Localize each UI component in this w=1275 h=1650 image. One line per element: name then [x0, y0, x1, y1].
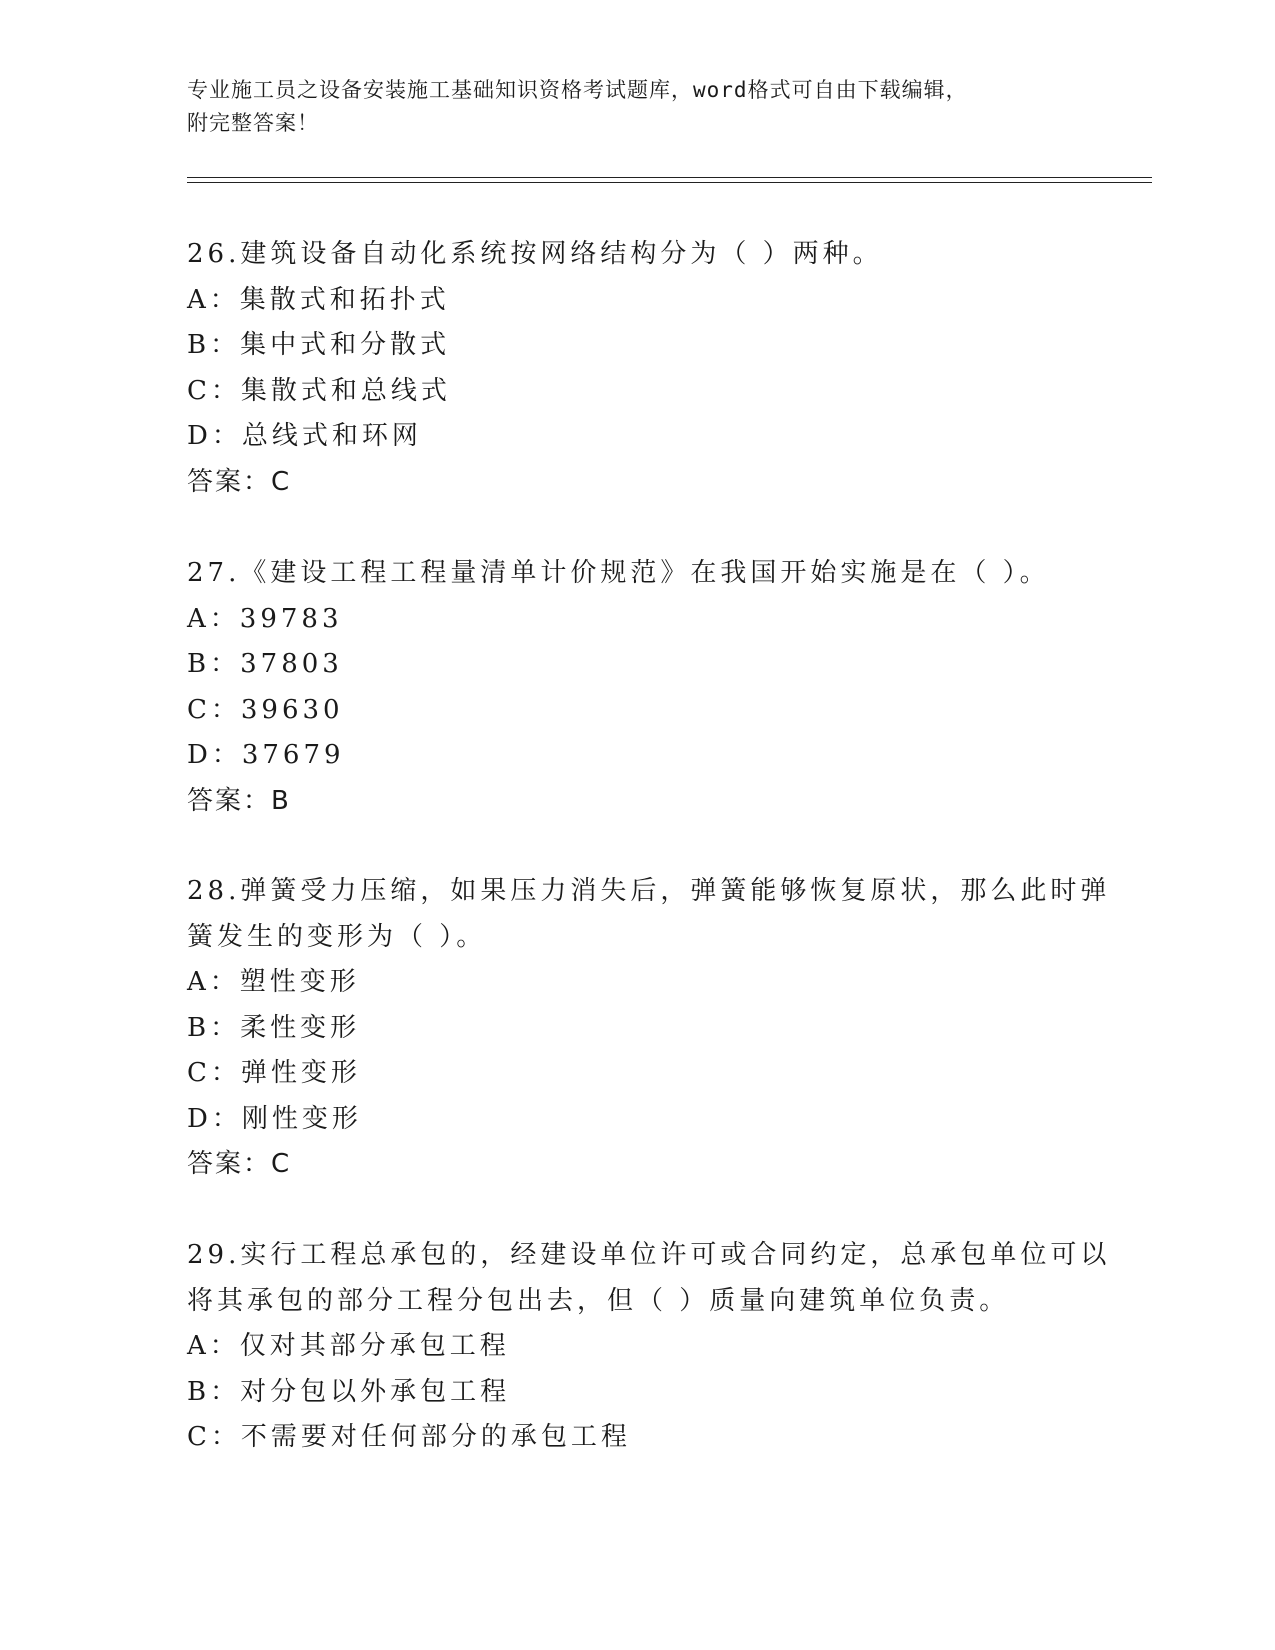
question-stem-line-1: 28.弹簧受力压缩，如果压力消失后，弹簧能够恢复原状，那么此时弹	[187, 876, 1111, 906]
answer: 答案：C	[187, 466, 292, 497]
question-27	[187, 551, 1087, 824]
option-c: C：不需要对任何部分的承包工程	[187, 1422, 631, 1452]
option-c: C：39630	[187, 694, 344, 725]
option-c: C：弹性变形	[187, 1058, 361, 1088]
option-a: A：39783	[187, 603, 343, 634]
header-line-2: 附完整答案！	[187, 111, 319, 135]
option-d: D：总线式和环网	[187, 421, 422, 451]
option-c: C：集散式和总线式	[187, 375, 451, 406]
question-28	[187, 869, 1111, 1188]
option-a: A：仅对其部分承包工程	[187, 1331, 510, 1361]
option-b: B：集中式和分散式	[187, 330, 451, 360]
question-stem: 27.《建设工程工程量清单计价规范》在我国开始实施是在（ ）。	[187, 558, 1050, 588]
option-b: B：柔性变形	[187, 1012, 361, 1043]
header-divider-top	[187, 177, 1152, 178]
option-b: B：对分包以外承包工程	[187, 1376, 511, 1407]
question-stem-line-1: 29.实行工程总承包的，经建设单位许可或合同约定，总承包单位可以	[187, 1240, 1111, 1270]
question-stem-line-2: 簧发生的变形为（ ）。	[187, 921, 487, 952]
option-d: D：37679	[187, 740, 345, 770]
option-a: A：塑性变形	[187, 967, 360, 997]
answer: 答案：C	[187, 1149, 292, 1179]
header-divider-bottom	[187, 182, 1152, 183]
question-26	[187, 232, 1087, 505]
header-line-1: 专业施工员之设备安装施工基础知识资格考试题库，word格式可自由下载编辑，	[187, 78, 968, 102]
document-header	[187, 74, 1087, 140]
option-d: D：刚性变形	[187, 1103, 362, 1134]
question-29	[187, 1233, 1111, 1461]
question-stem: 26.建筑设备自动化系统按网络结构分为（ ）两种。	[187, 239, 883, 269]
option-b: B：37803	[187, 649, 343, 679]
question-stem-line-2: 将其承包的部分工程分包出去，但（ ）质量向建筑单位负责。	[187, 1285, 1010, 1316]
answer: 答案：B	[187, 785, 291, 816]
option-a: A：集散式和拓扑式	[187, 284, 450, 315]
